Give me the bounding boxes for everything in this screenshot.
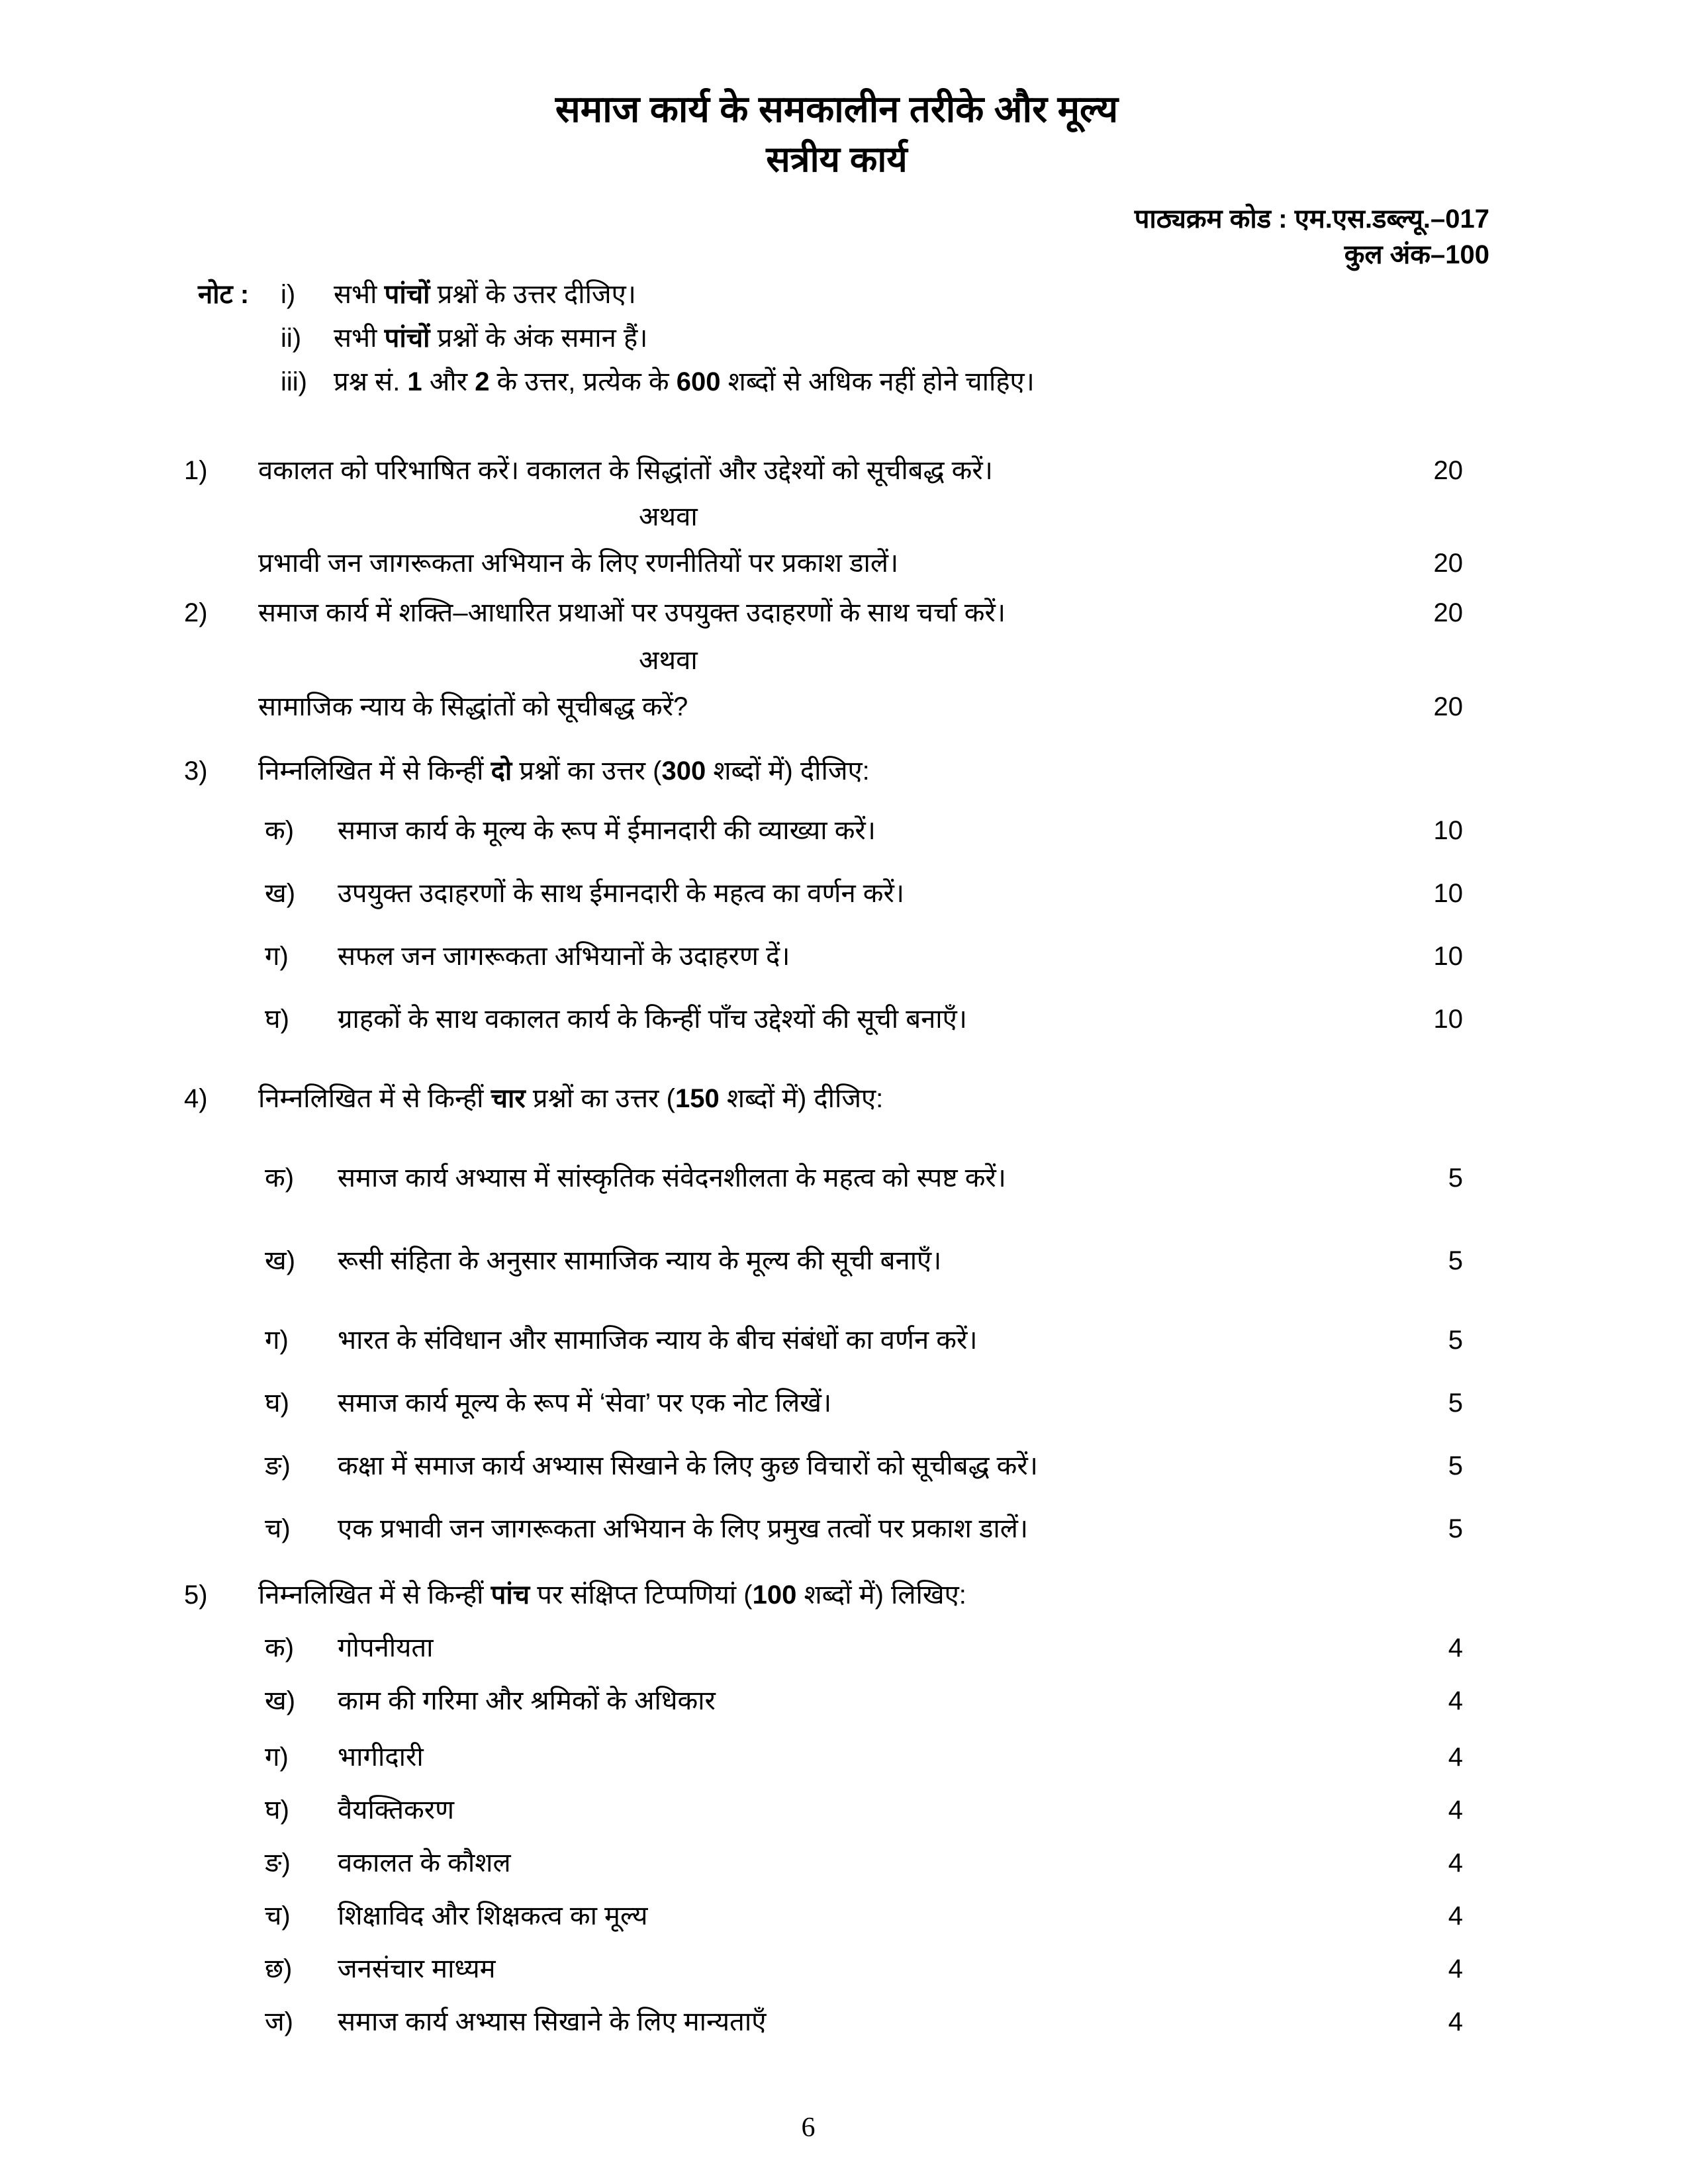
question-4-sub-item <box>184 1510 1489 1547</box>
sub-item-letter: घ) <box>265 1388 289 1418</box>
marks-value: 4 <box>1448 1848 1463 1878</box>
sub-item-letter: ख) <box>265 1686 296 1715</box>
note-item <box>198 320 1489 357</box>
sub-item-text: वकालत के कौशल <box>338 1848 511 1878</box>
course-meta <box>184 201 1489 273</box>
sub-item-letter: ख) <box>265 879 296 908</box>
sub-item-letter: क) <box>265 816 295 845</box>
marks-value: 10 <box>1433 942 1463 971</box>
sub-item-letter: च) <box>265 1514 291 1543</box>
sub-item-letter: घ) <box>265 1796 289 1825</box>
questions-section <box>184 452 1489 2040</box>
sub-item-letter: ङ) <box>265 1451 291 1480</box>
or-separator: अथवा <box>639 502 698 531</box>
note-label: नोट : <box>198 280 250 309</box>
sub-item-letter: क) <box>265 1163 295 1193</box>
question-3-sub-item <box>184 875 1489 912</box>
sub-item-letter: ङ) <box>265 1848 291 1878</box>
marks-value: 5 <box>1448 1514 1463 1543</box>
sub-item-letter: ग) <box>265 1326 289 1355</box>
sub-item-text: समाज कार्य के मूल्य के रूप में ईमानदारी की व्याख्या करें। <box>338 816 876 845</box>
total-marks-line: कुल अंक–100 <box>1344 240 1489 269</box>
question-text: सामाजिक न्याय के सिद्धांतों को सूचीबद्ध करें? <box>258 692 688 721</box>
marks-value: 4 <box>1448 1743 1463 1772</box>
sub-item-letter: ग) <box>265 942 289 971</box>
question-text: निम्नलिखित में से किन्हीं चार प्रश्नों का उत्तर (150 शब्दों में) दीजिए: <box>258 1084 884 1113</box>
note-item-text: प्रश्न सं. 1 और 2 के उत्तर, प्रत्येक के 600 शब्दों से अधिक नहीं होने चाहिए। <box>334 367 1035 396</box>
question-3-sub-item <box>184 1001 1489 1038</box>
note-item-text: सभी पांचों प्रश्नों के अंक समान हैं। <box>334 324 648 353</box>
sub-item-text: ग्राहकों के साथ वकालत कार्य के किन्हीं पाँच उद्देश्यों की सूची बनाएँ। <box>338 1005 967 1034</box>
question-1-row <box>184 452 1489 489</box>
sub-item-text: काम की गरिमा और श्रमिकों के अधिकार <box>338 1686 716 1715</box>
marks-value: 4 <box>1448 1954 1463 1983</box>
marks-value: 20 <box>1433 549 1463 578</box>
question-1-or-row <box>184 498 1489 535</box>
question-5-sub-item <box>184 1792 1489 1829</box>
marks-value: 5 <box>1448 1326 1463 1355</box>
marks-value: 5 <box>1448 1246 1463 1275</box>
sub-item-text: कक्षा में समाज कार्य अभ्यास सिखाने के लिए कुछ विचारों को सूचीबद्ध करें। <box>338 1451 1038 1480</box>
question-text: समाज कार्य में शक्ति–आधारित प्रथाओं पर उपयुक्त उदाहरणों के साथ चर्चा करें। <box>258 598 1006 627</box>
sub-item-text: शिक्षाविद और शिक्षकत्व का मूल्य <box>338 1901 648 1931</box>
question-text: निम्नलिखित में से किन्हीं पांच पर संक्षिप्त टिप्पणियां (100 शब्दों में) लिखिए: <box>258 1580 966 1610</box>
marks-value: 10 <box>1433 879 1463 908</box>
marks-value: 5 <box>1448 1388 1463 1418</box>
question-3-row <box>184 752 1489 790</box>
marks-value: 4 <box>1448 1686 1463 1715</box>
sub-item-text: वैयक्तिकरण <box>338 1796 455 1825</box>
sub-item-text: सफल जन जागरूकता अभियानों के उदाहरण दें। <box>338 942 790 971</box>
note-item <box>198 363 1489 400</box>
question-2-alt-row <box>184 688 1489 725</box>
question-text: वकालत को परिभाषित करें। वकालत के सिद्धांतों और उद्देश्यों को सूचीबद्ध करें। <box>258 456 993 485</box>
question-1-alt-row <box>184 545 1489 582</box>
sub-item-letter: ग) <box>265 1743 289 1772</box>
sub-item-letter: छ) <box>265 1954 293 1983</box>
question-4-sub-item <box>184 1322 1489 1359</box>
question-number: 5) <box>184 1580 208 1610</box>
question-5-sub-item <box>184 1897 1489 1934</box>
marks-value: 20 <box>1433 598 1463 627</box>
sub-item-letter: च) <box>265 1901 291 1931</box>
marks-value: 5 <box>1448 1163 1463 1193</box>
question-4-sub-item <box>184 1447 1489 1484</box>
question-5-sub-item <box>184 1682 1489 1719</box>
question-2-row <box>184 594 1489 631</box>
note-item-number: ii) <box>281 324 302 353</box>
marks-value: 4 <box>1448 1796 1463 1825</box>
question-4-sub-item <box>184 1385 1489 1422</box>
sub-item-text: भारत के संविधान और सामाजिक न्याय के बीच संबंधों का वर्णन करें। <box>338 1326 978 1355</box>
question-number: 1) <box>184 456 208 485</box>
question-3-sub-item <box>184 938 1489 975</box>
marks-value: 4 <box>1448 1901 1463 1931</box>
question-4-row <box>184 1080 1489 1117</box>
marks-value: 20 <box>1433 456 1463 485</box>
sub-item-text: जनसंचार माध्यम <box>338 1954 496 1983</box>
sub-item-letter: क) <box>265 1633 295 1662</box>
question-5-sub-item <box>184 1844 1489 1882</box>
question-number: 4) <box>184 1084 208 1113</box>
question-text: निम्नलिखित में से किन्हीं दो प्रश्नों का उत्तर (300 शब्दों में) दीजिए: <box>258 756 870 786</box>
sub-item-letter: ज) <box>265 2007 294 2036</box>
question-3-sub-item <box>184 812 1489 849</box>
question-5-sub-item <box>184 1739 1489 1776</box>
page-title: समाज कार्य के समकालीन तरीके और मूल्य <box>555 88 1119 130</box>
question-number: 3) <box>184 756 208 786</box>
note-item-text: सभी पांचों प्रश्नों के उत्तर दीजिए। <box>334 280 636 309</box>
question-4-sub-item <box>184 1242 1489 1279</box>
sub-item-text: समाज कार्य अभ्यास सिखाने के लिए मान्यताएँ <box>338 2007 767 2036</box>
question-text: प्रभावी जन जागरूकता अभियान के लिए रणनीतियों पर प्रकाश डालें। <box>258 549 899 578</box>
question-2-or-row <box>184 642 1489 679</box>
marks-value: 20 <box>1433 692 1463 721</box>
sub-item-letter: घ) <box>265 1005 289 1034</box>
or-separator: अथवा <box>639 646 698 675</box>
question-5-sub-item <box>184 2003 1489 2040</box>
sub-item-text: एक प्रभावी जन जागरूकता अभियान के लिए प्रमुख तत्वों पर प्रकाश डालें। <box>338 1514 1029 1543</box>
sub-item-text: गोपनीयता <box>338 1633 434 1662</box>
course-code-line: पाठ्यक्रम कोड : एम.एस.डब्ल्यू.–017 <box>1134 205 1489 234</box>
question-number: 2) <box>184 598 208 627</box>
sub-item-text: भागीदारी <box>338 1743 424 1772</box>
marks-value: 10 <box>1433 1005 1463 1034</box>
marks-value: 4 <box>1448 2007 1463 2036</box>
question-5-row <box>184 1576 1489 1614</box>
note-section <box>198 276 1489 400</box>
note-item-number: iii) <box>281 367 307 396</box>
note-item-number: i) <box>281 280 296 309</box>
page-number: 6 <box>801 2113 816 2143</box>
note-item <box>198 276 1489 313</box>
sub-item-letter: ख) <box>265 1246 296 1275</box>
question-4-sub-item <box>184 1160 1489 1197</box>
sub-item-text: उपयुक्त उदाहरणों के साथ ईमानदारी के महत्व का वर्णन करें। <box>338 879 905 908</box>
question-5-sub-item <box>184 1629 1489 1666</box>
assignment-subtitle: सत्रीय कार्य <box>766 140 908 179</box>
marks-value: 5 <box>1448 1451 1463 1480</box>
sub-item-text: रूसी संहिता के अनुसार सामाजिक न्याय के मूल्य की सूची बनाएँ। <box>338 1246 942 1275</box>
sub-item-text: समाज कार्य अभ्यास में सांस्कृतिक संवेदनशीलता के महत्व को स्पष्ट करें। <box>338 1163 1006 1193</box>
sub-item-text: समाज कार्य मूल्य के रूप में ‘सेवा’ पर एक नोट लिखें। <box>338 1388 832 1418</box>
question-5-sub-item <box>184 1950 1489 1987</box>
marks-value: 10 <box>1433 816 1463 845</box>
marks-value: 4 <box>1448 1633 1463 1662</box>
